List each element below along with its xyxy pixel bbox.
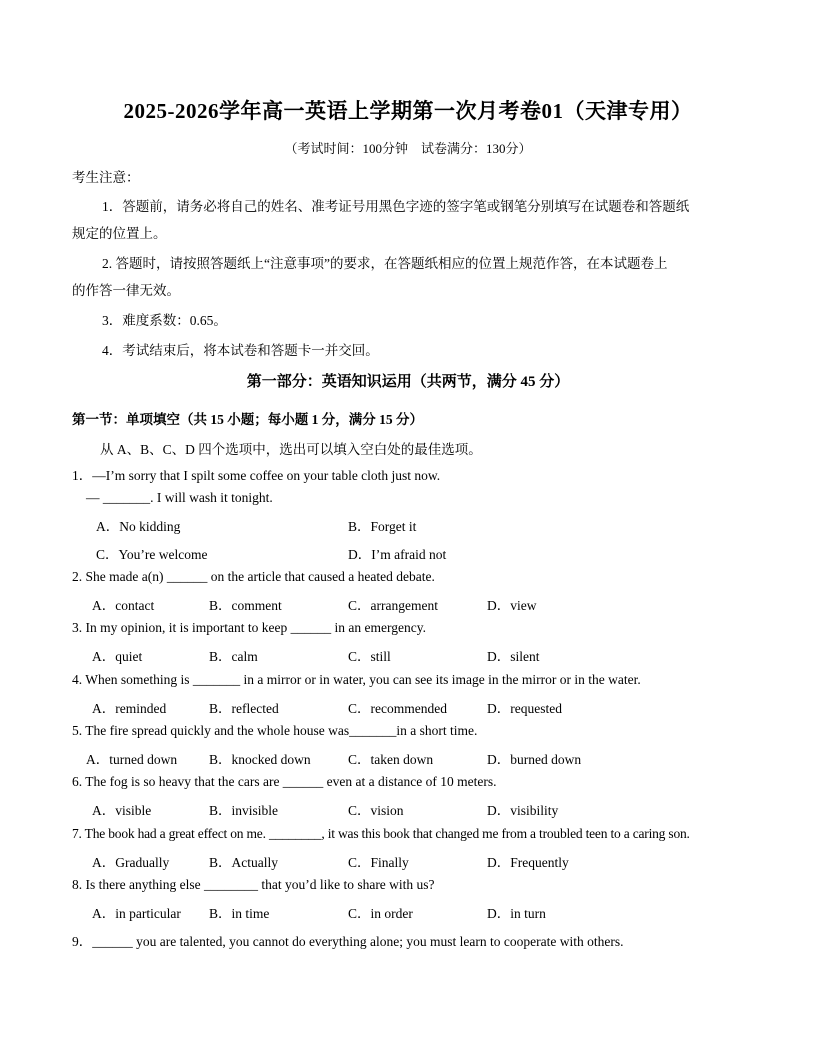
notice-item-1-line-1: 1．答题前，请务必将自己的姓名、准考证号用黑色字迹的签字笔或钢笔分别填写在试题卷和答题纸 <box>102 199 690 214</box>
question-5-option-b[interactable]: B．knocked down <box>209 752 311 767</box>
notice-item-1-line-2: 规定的位置上。 <box>72 226 167 241</box>
question-2-option-a[interactable]: A．contact <box>92 598 155 613</box>
notice-heading: 考生注意： <box>72 170 140 185</box>
question-8-option-a[interactable]: A．in particular <box>92 906 181 921</box>
part1-title: 第一部分：英语知识运用（共两节，满分 45 分） <box>246 374 570 390</box>
exam-info: （考试时间：100分钟 试卷满分：130分） <box>284 141 532 156</box>
question-7-option-a[interactable]: A．Gradually <box>92 855 170 870</box>
notice-item-2-line-2: 的作答一律无效。 <box>72 283 180 298</box>
question-1-stem-reply: — _______. I will wash it tonight. <box>86 490 273 505</box>
question-6-option-c[interactable]: C．vision <box>348 803 404 818</box>
question-8-option-c[interactable]: C．in order <box>348 906 413 921</box>
question-8-stem: 8. Is there anything else ________ that you’d like to share with us? <box>72 877 435 892</box>
question-2-option-b[interactable]: B．comment <box>209 598 282 613</box>
question-4-option-b[interactable]: B．reflected <box>209 701 279 716</box>
question-4-stem: 4. When something is _______ in a mirror or in water, you can see its image in the mirror or in the water. <box>72 672 641 687</box>
question-4-option-c[interactable]: C．recommended <box>348 701 447 716</box>
section1-instruction: 从 A、B、C、D 四个选项中，选出可以填入空白处的最佳选项。 <box>100 442 482 457</box>
question-6-option-a[interactable]: A．visible <box>92 803 152 818</box>
question-2-stem: 2. She made a(n) ______ on the article that caused a heated debate. <box>72 569 435 584</box>
question-7-stem: 7. The book had a great effect on me. ________, it was this book that changed me from a troubled teen to a caring son. <box>72 826 690 841</box>
notice-item-3: 3．难度系数：0.65。 <box>102 313 227 328</box>
question-8-option-b[interactable]: B．in time <box>209 906 270 921</box>
question-3-stem: 3. In my opinion, it is important to keep ______ in an emergency. <box>72 620 426 635</box>
question-3-option-c[interactable]: C．still <box>348 649 391 664</box>
question-3-option-a[interactable]: A．quiet <box>92 649 143 664</box>
question-7-option-b[interactable]: B．Actually <box>209 855 278 870</box>
question-6-option-d[interactable]: D．visibility <box>487 803 559 818</box>
question-4-option-a[interactable]: A．reminded <box>92 701 167 716</box>
question-3-option-d[interactable]: D．silent <box>487 649 540 664</box>
question-1-option-d[interactable]: D．I’m afraid not <box>348 547 447 562</box>
question-7-option-c[interactable]: C．Finally <box>348 855 409 870</box>
question-6-stem: 6. The fog is so heavy that the cars are ______ even at a distance of 10 meters. <box>72 774 497 789</box>
question-5-stem: 5. The fire spread quickly and the whole house was_______in a short time. <box>72 723 478 738</box>
question-1-option-a[interactable]: A．No kidding <box>96 519 181 534</box>
question-1-stem: 1．—I’m sorry that I spilt some coffee on your table cloth just now. <box>72 468 441 483</box>
question-4-option-d[interactable]: D．requested <box>487 701 562 716</box>
question-1-option-b[interactable]: B．Forget it <box>348 519 417 534</box>
question-5-option-d[interactable]: D．burned down <box>487 752 582 767</box>
question-1-option-c[interactable]: C．You’re welcome <box>96 547 208 562</box>
question-7-option-d[interactable]: D．Frequently <box>487 855 569 870</box>
question-8-option-d[interactable]: D．in turn <box>487 906 546 921</box>
notice-item-2-line-1: 2. 答题时，请按照答题纸上“注意事项”的要求，在答题纸相应的位置上规范作答，在本试题卷上 <box>102 256 668 271</box>
page-title: 2025-2026学年高一英语上学期第一次月考卷01（天津专用） <box>123 99 693 123</box>
question-9-stem: 9．______ you are talented, you cannot do everything alone; you must learn to cooperate with others. <box>72 934 624 949</box>
question-2-option-c[interactable]: C．arrangement <box>348 598 438 613</box>
question-6-option-b[interactable]: B．invisible <box>209 803 279 818</box>
question-3-option-b[interactable]: B．calm <box>209 649 258 664</box>
question-5-option-a[interactable]: A．turned down <box>86 752 178 767</box>
section1-title: 第一节：单项填空（共 15 小题；每小题 1 分，满分 15 分） <box>72 412 423 427</box>
question-5-option-c[interactable]: C．taken down <box>348 752 434 767</box>
question-2-option-d[interactable]: D．view <box>487 598 537 613</box>
notice-item-4: 4．考试结束后，将本试卷和答题卡一并交回。 <box>102 343 379 358</box>
